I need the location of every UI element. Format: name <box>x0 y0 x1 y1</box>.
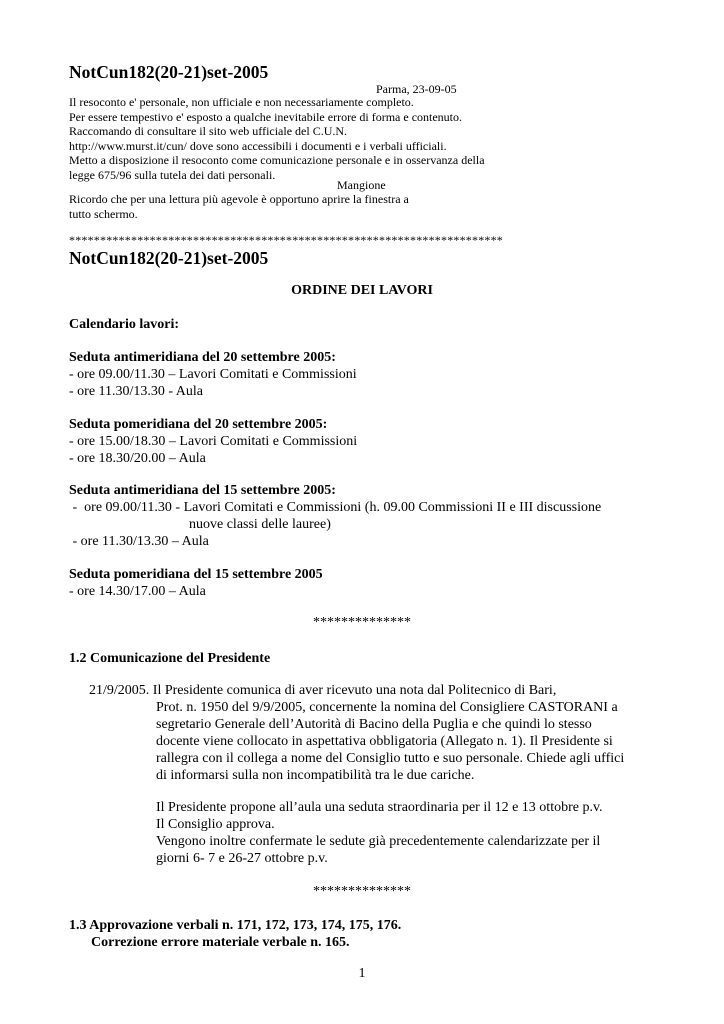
paragraph-line: Il Consiglio approva. <box>156 817 275 832</box>
paragraph-line: docente viene collocato in aspettativa obbligatoria (Allegato n. 1). Il Presidente si <box>156 734 613 749</box>
separator-short: ************** <box>313 615 411 630</box>
header-disclaimer <box>69 95 485 182</box>
header-line: http://www.murst.it/cun/ dove sono accessibili i documenti e i verbali ufficiali. <box>69 138 447 153</box>
document-title-repeat: NotCun182(20-21)set-2005 <box>69 248 269 268</box>
session-line: - ore 18.30/20.00 – Aula <box>69 451 206 466</box>
approvazione-subheading: Correzione errore materiale verbale n. 165. <box>91 935 350 950</box>
header-line: Per essere tempestivo e' esposto a qualche inevitabile errore di forma e contenuto. <box>69 109 463 124</box>
header-note <box>69 192 409 221</box>
page-number: 1 <box>358 966 366 981</box>
session-block <box>69 566 323 600</box>
session-block <box>69 349 357 400</box>
paragraph-line: segretario Generale dell’Autorità di Bacino della Puglia e che quindi lo stesso <box>156 717 592 732</box>
paragraph-line: di informarsi sulla non incompatibilità tra le due cariche. <box>156 768 475 783</box>
session-line: - ore 11.30/13.30 - Aula <box>69 384 204 399</box>
separator-short: ************** <box>313 884 411 899</box>
session-line: - ore 14.30/17.00 – Aula <box>69 584 206 599</box>
session-line: nuove classi delle lauree) <box>189 517 331 532</box>
document-title: NotCun182(20-21)set-2005 <box>69 62 269 82</box>
calendar-heading: Calendario lavori: <box>69 317 180 332</box>
session-block <box>69 416 357 467</box>
header-line: Metto a disposizione il resoconto come comunicazione personale e in osservanza della <box>69 153 485 167</box>
session-block <box>69 482 601 550</box>
session-title: Seduta antimeridiana del 20 settembre 2005: <box>69 350 336 365</box>
comunicazione-paragraph <box>156 699 624 784</box>
header-note-line: Ricordo che per una lettura più agevole è opportuno aprire la finestra a <box>69 192 409 206</box>
paragraph-line: Vengono inoltre confermate le sedute già precedentemente calendarizzate per il <box>156 834 601 849</box>
session-line: - ore 09.00/11.30 - Lavori Comitati e Commissioni (h. 09.00 Commissioni II e III discussione <box>69 500 602 515</box>
header-line: legge 675/96 sulla tutela dei dati personali. <box>69 167 276 182</box>
approvazione-heading: 1.3 Approvazione verbali n. 171, 172, 173, 174, 175, 176. <box>69 918 402 933</box>
session-title: Seduta pomeridiana del 15 settembre 2005 <box>69 567 323 582</box>
header-note-line: tutto schermo. <box>69 206 138 221</box>
paragraph-line: Prot. n. 1950 del 9/9/2005, concernente la nomina del Consigliere CASTORANI a <box>156 700 618 715</box>
paragraph-line: giorni 6- 7 e 26-27 ottobre p.v. <box>156 851 328 866</box>
comunicazione-heading: 1.2 Comunicazione del Presidente <box>69 651 271 666</box>
session-title: Seduta antimeridiana del 15 settembre 2005: <box>69 483 336 498</box>
section-title: ORDINE DEI LAVORI <box>291 283 433 298</box>
session-title: Seduta pomeridiana del 20 settembre 2005: <box>69 417 328 432</box>
comunicazione-paragraph <box>156 799 603 867</box>
session-line: - ore 09.00/11.30 – Lavori Comitati e Commissioni <box>69 367 357 382</box>
header-signature: Mangione <box>337 178 386 192</box>
separator-long: ********************************************************************** <box>69 233 503 247</box>
header-line: Raccomando di consultare il sito web ufficiale del C.U.N. <box>69 124 348 138</box>
session-line: - ore 15.00/18.30 – Lavori Comitati e Commissioni <box>69 434 358 449</box>
header-date: Parma, 23-09-05 <box>376 82 457 96</box>
session-line: - ore 11.30/13.30 – Aula <box>69 534 209 549</box>
paragraph-line: Il Presidente propone all’aula una seduta straordinaria per il 12 e 13 ottobre p.v. <box>156 800 603 815</box>
paragraph-line: rallegra con il collega a nome del Consiglio tutto e suo personale. Chiede agli uffici <box>156 751 625 766</box>
header-line: Il resoconto e' personale, non ufficiale e non necessariamente completo. <box>69 95 414 109</box>
comunicazione-first-line: 21/9/2005. Il Presidente comunica di aver ricevuto una nota dal Politecnico di Bari, <box>89 683 557 698</box>
